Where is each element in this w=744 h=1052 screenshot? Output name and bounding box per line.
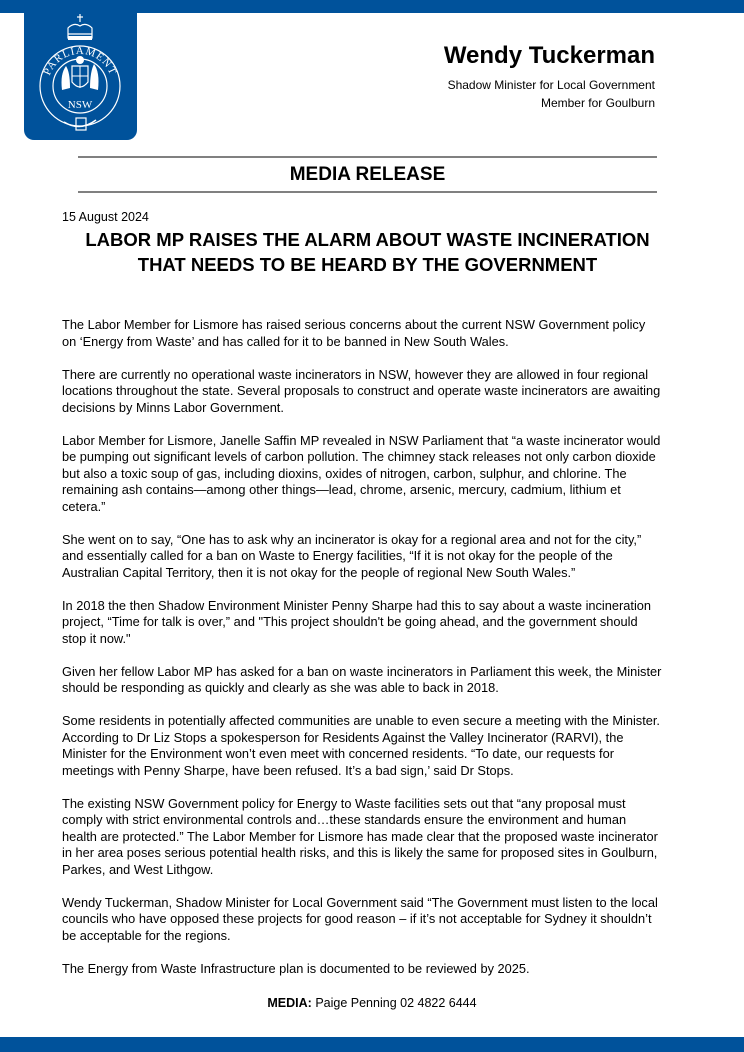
headline: LABOR MP RAISES THE ALARM ABOUT WASTE INCINERATION THAT NEEDS TO BE HEARD BY THE GOVERNMENT [85, 229, 650, 275]
paragraph: Some residents in potentially affected communities are unable to even secure a meeting with the Minister. According to Dr Liz Stops a spokesperson for Residents Against the Valley Incinerator (RARVI), the Minister for the Environment won’t even meet with concerned residents. “To date, our requests for meetings with Penny Sharpe, have been refused. It’s a bad sign,’ said Dr Stops. [62, 713, 660, 778]
paragraph: The Energy from Waste Infrastructure plan is documented to be reviewed by 2025. [62, 960, 530, 976]
paragraph: She went on to say, “One has to ask why an incinerator is okay for a regional area and not for the city,” and essentially called for a ban on Waste to Energy facilities, “If it is not okay for the people of the Australian Capital Territory, then it is not okay for the people of regional New South Wales.” [62, 531, 642, 580]
media-release-label: MEDIA RELEASE [289, 164, 446, 185]
svg-text:PARLIAMENT: PARLIAMENT [41, 44, 119, 78]
divider-bottom [78, 191, 657, 193]
release-date: 15 August 2024 [62, 210, 149, 224]
minister-roles [448, 76, 655, 112]
paragraph: Wendy Tuckerman, Shadow Minister for Local Government said “The Government must listen to the local councils who have opposed these projects for good reason – if it’s not acceptable for Sydney it shouldn’t be acceptable for the regions. [62, 894, 658, 943]
paragraph: Labor Member for Lismore, Janelle Saffin MP revealed in NSW Parliament that “a waste incinerator would be pumping out significant levels of carbon pollution. The chimney stack releases not only carbon dioxide but also a toxic soup of gas, including dioxins, oxides of nitrogen, carbon, sulphur, and chlorine. The remaining ash contains—among other things—lead, chrome, arsenic, mercury, cadmium, lithium et cetera.” [62, 432, 661, 514]
release-body [62, 317, 662, 994]
role-member-for: Member for Goulburn [540, 96, 655, 110]
paragraph: In 2018 the then Shadow Environment Minister Penny Sharpe had this to say about a waste incineration project, “Time for talk is over,” and "This project shouldn't be going ahead, and the government should stop it now." [62, 597, 652, 646]
paragraph: The Labor Member for Lismore has raised serious concerns about the current NSW Government policy on ‘Energy from Waste’ and has called for it to be banned in New South Wales. [62, 317, 646, 349]
minister-name: Wendy Tuckerman [443, 42, 655, 69]
media-contact-label: MEDIA: [267, 996, 312, 1010]
paragraph: There are currently no operational waste incinerators in NSW, however they are allowed in four regional locations throughout the state. Several proposals to construct and operate waste incinerators are awaiting decisions by Minns Labor Government. [62, 366, 661, 415]
media-contact-value: Paige Penning 02 4822 6444 [315, 996, 477, 1010]
media-contact [0, 996, 744, 1010]
parliament-nsw-logo [24, 0, 137, 140]
svg-text:NSW: NSW [67, 99, 93, 111]
divider-top [78, 156, 657, 158]
bottom-brand-bar [0, 1037, 744, 1052]
parliament-crest-icon [24, 0, 137, 140]
paragraph: The existing NSW Government policy for Energy to Waste facilities sets out that “any proposal must comply with strict environmental controls and…these standards ensure the environment and human health are protected.” The Labor Member for Lismore has made clear that the proposed waste incinerator in her area poses serious potential health risks, and this is likely the same for proposed sites in Goulburn, Parkes, and West Lithgow. [62, 795, 658, 877]
paragraph: Given her fellow Labor MP has asked for a ban on waste incinerators in Parliament this week, the Minister should be responding as quickly and clearly as she was able to back in 2018. [62, 663, 662, 695]
role-shadow-minister: Shadow Minister for Local Government [447, 78, 655, 92]
